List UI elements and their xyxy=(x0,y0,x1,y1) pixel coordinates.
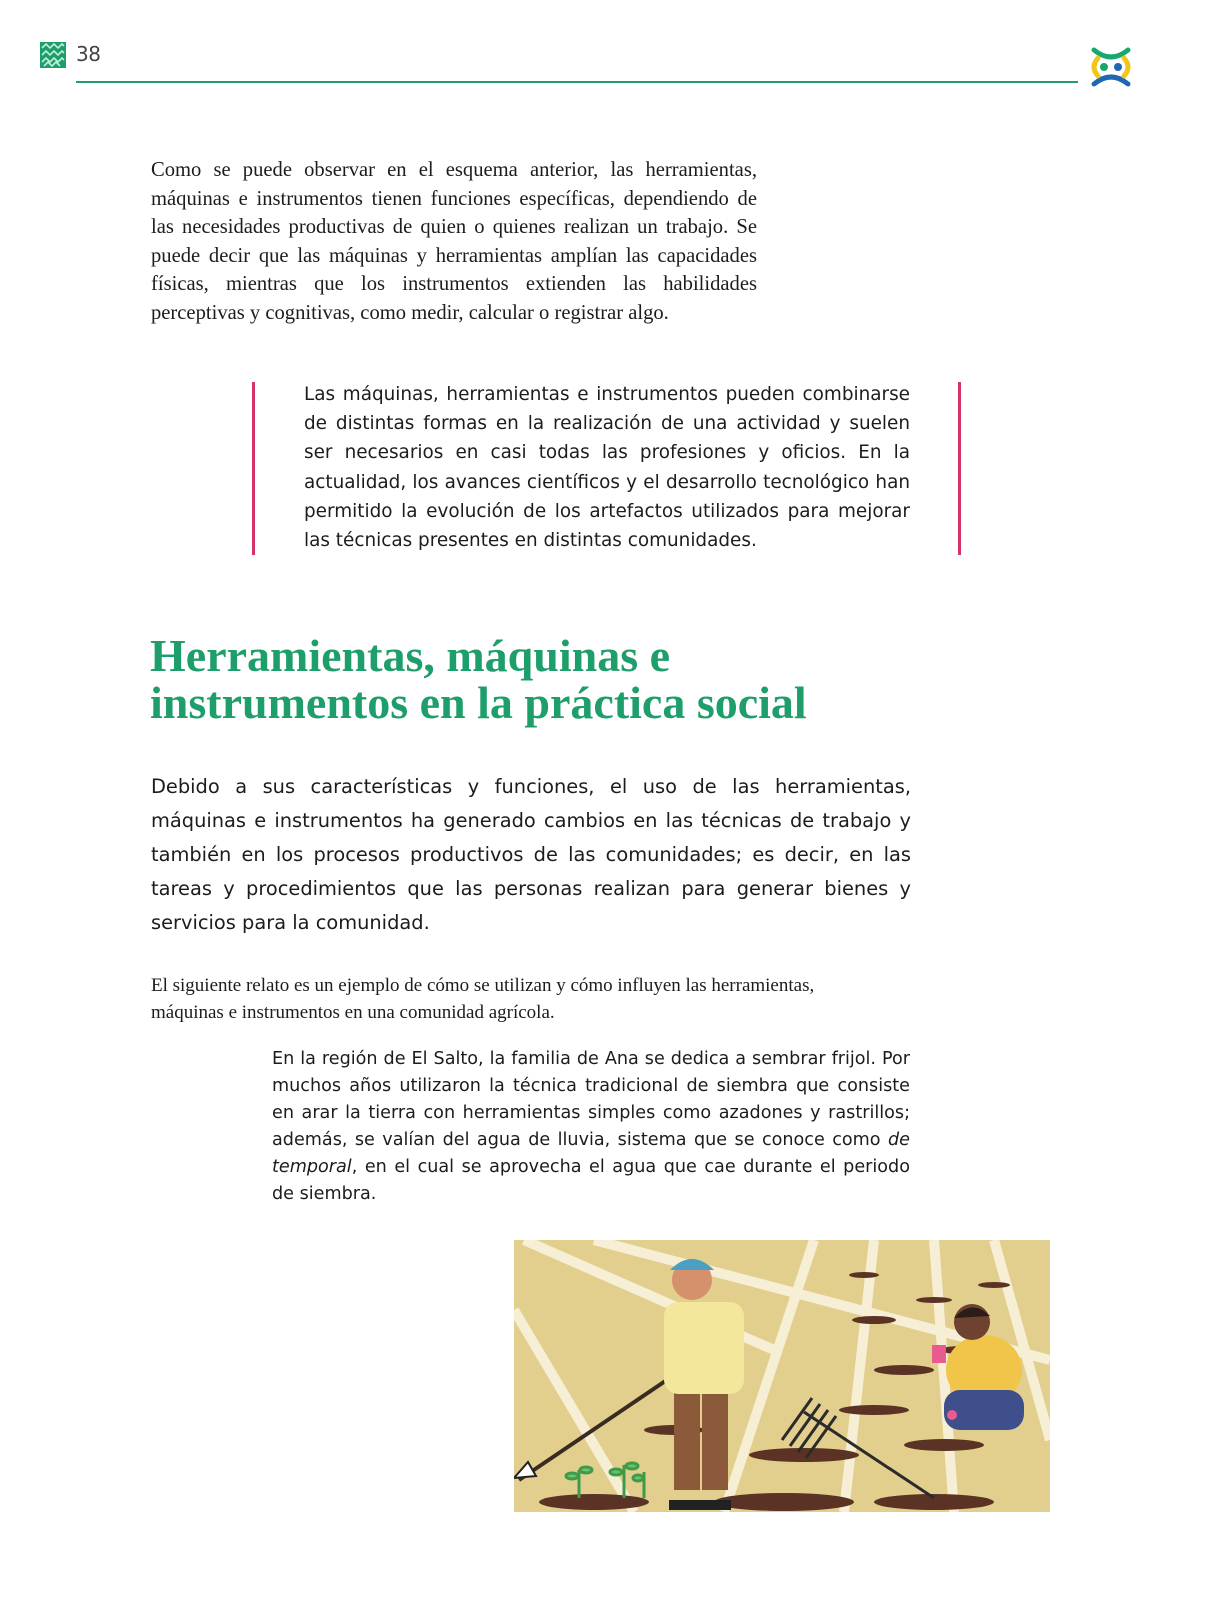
farming-illustration xyxy=(514,1240,1050,1512)
section-pattern-icon xyxy=(40,42,66,68)
callout-border-right xyxy=(958,382,961,555)
story-text-part-2: , en el cual se aprovecha el agua que cae durante el periodo de siembra. xyxy=(272,1157,910,1204)
header-rule xyxy=(76,81,1078,83)
intro-paragraph: Como se puede observar en el esquema anterior, las herramientas, máquinas e instrumentos tienen funciones específicas, dependiendo de las necesidades productivas de quien o quienes realizan un trabajo. Se puede decir que las máquinas y herramientas amplían las capacidades físicas, mientras que los instrumentos extienden las habilidades perceptivas y cognitivas, como medir, calcular o registrar algo. xyxy=(151,159,757,324)
page-number: 38 xyxy=(76,42,101,66)
story-text-part-1: En la región de El Salto, la familia de Ana se dedica a sembrar frijol. Por muchos años utilizaron la técnica tradicional de siembra que consiste en arar la tierra con herramientas simples como azadones y rastrillos; además, se valían del agua de lluvia, sistema que se conoce como xyxy=(272,1049,910,1150)
section-heading-line-2: instrumentos en la práctica social xyxy=(150,677,807,728)
callout-text: Las máquinas, herramientas e instrumentos pueden combinarse de distintas formas en la realización de una actividad y suelen ser necesarios en casi todas las profesiones y oficios. En la actualidad, los avances científicos y el desarrollo tecnológico han permitido la evolución de los artefactos utilizados para mejorar las técnicas presentes en distintas comunidades. xyxy=(304,384,910,552)
story-text xyxy=(272,1046,910,1208)
publisher-logo-icon xyxy=(1088,44,1134,90)
story-text-italic: de temporal xyxy=(272,1130,910,1177)
story-lead-in: El siguiente relato es un ejemplo de cómo se utilizan y cómo influyen las herramientas, máquinas e instrumentos en una comunidad agrícola. xyxy=(151,975,815,1023)
section-heading-line-1: Herramientas, máquinas e xyxy=(150,630,671,681)
section-heading xyxy=(150,632,1010,726)
section-body: Debido a sus características y funciones, el uso de las herramientas, máquinas e instrumentos ha generado cambios en las técnicas de trabajo y también en los procesos productivos de las comunidades; es decir, en las tareas y procedimientos que las personas realizan para generar bienes y servicios para la comunidad. xyxy=(151,775,911,934)
callout-border-left xyxy=(252,382,255,555)
